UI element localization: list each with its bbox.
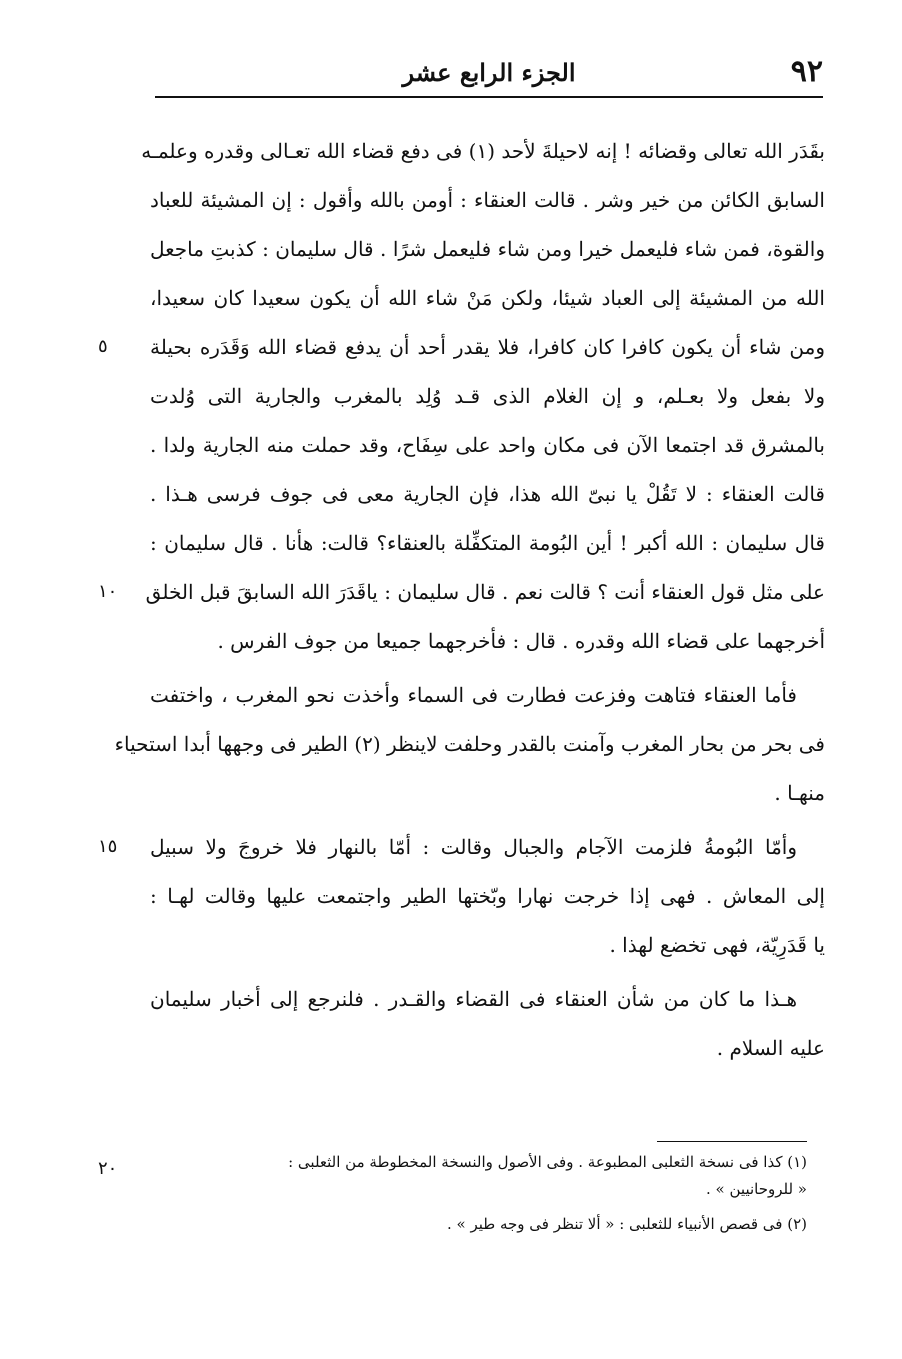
text-line: بقَدَر الله تعالى وقضائه ! إنه لاحيلةَ لأحد (١) فى دفع قضاء الله تعـالى وقدره وعلمـه <box>141 139 825 163</box>
text-line: بالمشرق قد اجتمعا الآن فى مكان واحد على سِفَاح، وقد حملت منه الجارية ولدا . <box>150 433 825 457</box>
text-line: وأمّا البُومةُ فلزمت الآجام والجبال وقالت : أمّا بالنهار فلا خروجَ ولا سبيل <box>150 835 797 859</box>
text-line: منهـا . <box>774 781 825 805</box>
text-line: فى بحر من بحار المغرب وآمنت بالقدر وحلفت لاينظر (٢) الطير فى وجهها أبدا استحياء <box>114 732 825 756</box>
text-line: إلى المعاش . فهى إذا خرجت نهارا وبّختها الطير واجتمعت عليها وقالت لهـا : <box>150 884 825 908</box>
footnote-line: « للروحانيين » . <box>706 1180 807 1198</box>
line-number: ١٥ <box>98 836 118 857</box>
page-header <box>155 50 823 98</box>
line-number: ١٠ <box>98 581 118 602</box>
text-line: يا قَدَرِيّة، فهى تخضع لهذا . <box>609 933 825 957</box>
line-number: ٢٠ <box>98 1158 118 1179</box>
text-line: هـذا ما كان من شأن العنقاء فى القضاء والقـدر . فلنرجع إلى أخبار سليمان <box>150 987 797 1011</box>
text-line: فأما العنقاء فتاهت وفزعت فطارت فى السماء وأخذت نحو المغرب ، واختفت <box>150 683 797 707</box>
text-line: قال سليمان : الله أكبر ! أين البُومة المتكفِّلة بالعنقاء؟ قالت: هأنا . قال سليمان : <box>150 531 825 555</box>
text-line: على مثل قول العنقاء أنت ؟ قالت نعم . قال سليمان : ياقَدَرَ الله السابقَ قبل الخلق <box>145 580 825 604</box>
text-line: الله من المشيئة إلى العباد شيئا، ولكن مَنْ شاء الله أن يكون سعيدا كان سعيدا، <box>150 286 825 310</box>
text-line: قالت العنقاء : لا تَقُلْ يا نبىّ الله هذا، فإن الجارية معى فى جوف فرسى هـذا . <box>150 482 825 506</box>
text-line: ومن شاء أن يكون كافرا كان كافرا، فلا يقدر أحد أن يدفع قضاء الله وَقَدَره بحيلة <box>150 335 825 359</box>
running-title: الجزء الرابع عشر <box>402 58 576 87</box>
text-line: ولا بفعل ولا بعـلم، و إن الغلام الذى قـد وُلِد بالمغرب والجارية التى وُلدت <box>150 384 825 408</box>
footnote-line: (١) كذا فى نسخة الثعلبى المطبوعة . وفى الأصول والنسخة المخطوطة من الثعلبى : <box>288 1153 807 1171</box>
footnote-line: (٢) فى قصص الأنبياء للثعلبى : « ألا تنظر فى وجه طير » . <box>446 1215 807 1233</box>
text-line: السابق الكائن من خير وشر . قالت العنقاء : أومن بالله وأقول : إن المشيئة للعباد <box>150 188 825 212</box>
text-line: والقوة، فمن شاء فليعمل خيرا ومن شاء فليعمل شرًا . قال سليمان : كذبتِ ماجعل <box>150 237 825 261</box>
text-line: عليه السلام . <box>716 1036 825 1060</box>
line-number: ٥ <box>98 336 108 357</box>
text-line: أخرجهما على قضاء الله وقدره . قال : فأخرجهما جميعا من جوف الفرس . <box>217 629 825 653</box>
footnote-divider <box>657 1141 807 1142</box>
page-number: ٩٢ <box>790 54 823 89</box>
